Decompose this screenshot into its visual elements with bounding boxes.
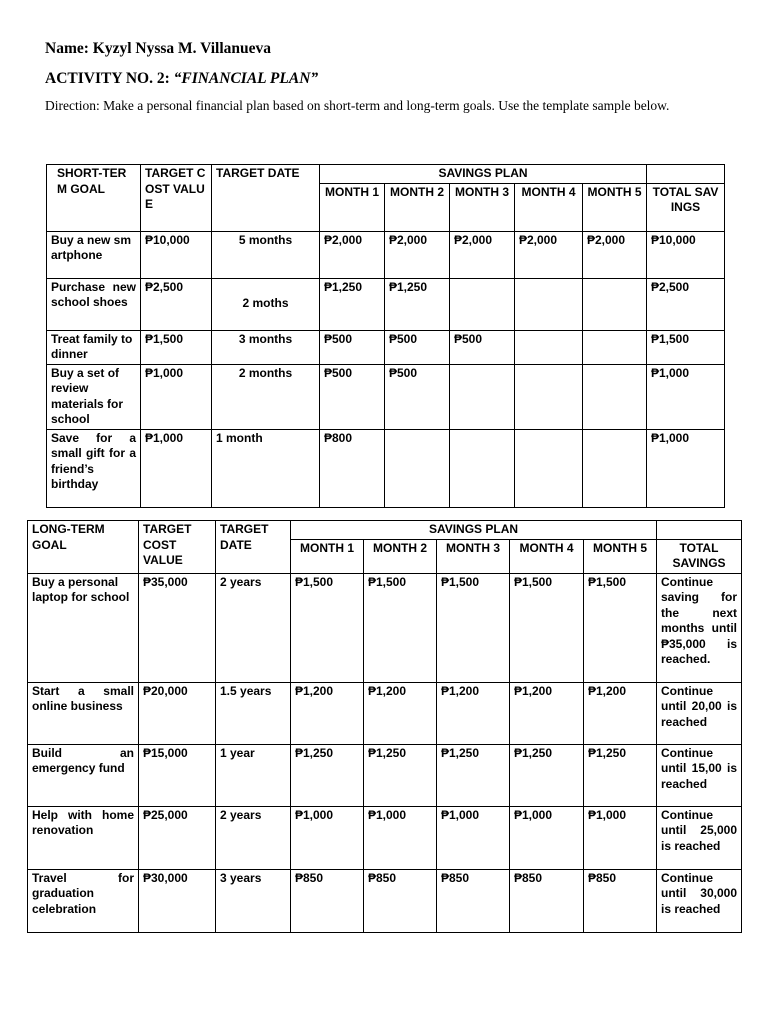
goal-cell: Build an emergency fund [28,744,139,806]
month-cell: ₱1,250 [437,744,510,806]
short-term-month-3-header: MONTH 3 [450,183,515,231]
total-cell: Continue saving for the next months until ₱35,000 is reached. [657,573,742,682]
long-term-cost-header: TARGET COST VALUE [139,521,216,574]
date-cell: 2 months [212,364,320,429]
month-cell: ₱1,500 [584,573,657,682]
month-cell [450,429,515,507]
long-term-blank-header [657,521,742,540]
month-cell: ₱850 [584,869,657,932]
table-row [28,806,742,869]
table-row [47,364,725,429]
month-cell: ₱500 [385,364,450,429]
month-cell: ₱850 [364,869,437,932]
month-cell: ₱1,000 [364,806,437,869]
goal-cell: Start a small online business [28,682,139,744]
month-cell [515,364,583,429]
date-cell: 1.5 years [216,682,291,744]
month-cell: ₱1,500 [291,573,364,682]
table-row [28,573,742,682]
total-cell: ₱1,000 [647,429,725,507]
cost-cell: ₱1,000 [141,429,212,507]
month-cell: ₱1,000 [584,806,657,869]
total-cell: Continue until 25,000 is reached [657,806,742,869]
short-term-month-5-header: MONTH 5 [583,183,647,231]
month-cell: ₱850 [437,869,510,932]
month-cell: ₱1,250 [291,744,364,806]
goal-cell: Buy a set of review materials for school [47,364,141,429]
total-cell: Continue until 30,000 is reached [657,869,742,932]
activity-title [45,70,318,88]
long-term-month-1-header: MONTH 1 [291,539,364,573]
month-cell [450,364,515,429]
month-cell: ₱1,500 [437,573,510,682]
activity-name: “FINANCIAL PLAN” [173,70,319,87]
short-term-date-header: TARGET DATE [212,165,320,232]
student-name: Name: Kyzyl Nyssa M. Villanueva [45,40,272,57]
month-cell: ₱1,250 [584,744,657,806]
month-cell [583,364,647,429]
short-term-month-4-header: MONTH 4 [515,183,583,231]
month-cell: ₱1,200 [437,682,510,744]
goal-cell: Help with home renovation [28,806,139,869]
month-cell: ₱2,000 [583,231,647,278]
total-cell: Continue until 20,00 is reached [657,682,742,744]
cost-cell: ₱15,000 [139,744,216,806]
month-cell: ₱2,000 [385,231,450,278]
long-term-month-3-header: MONTH 3 [437,539,510,573]
date-cell: 2 moths [212,278,320,330]
month-cell: ₱2,000 [320,231,385,278]
goal-cell: Purchase new school shoes [47,278,141,330]
month-cell: ₱1,000 [510,806,584,869]
long-term-goal-header: LONG-TERM GOAL [28,521,139,574]
month-cell: ₱1,200 [364,682,437,744]
month-cell [515,330,583,364]
month-cell: ₱1,200 [510,682,584,744]
table-row [47,231,725,278]
month-cell: ₱850 [291,869,364,932]
month-cell: ₱850 [510,869,584,932]
month-cell: ₱1,250 [510,744,584,806]
month-cell: ₱1,200 [584,682,657,744]
month-cell: ₱1,250 [320,278,385,330]
long-term-plan-table [27,520,742,933]
cost-cell: ₱20,000 [139,682,216,744]
date-cell: 5 months [212,231,320,278]
short-term-total-header: TOTAL SAVINGS [647,183,725,231]
total-cell: ₱1,000 [647,364,725,429]
date-cell: 1 year [216,744,291,806]
month-cell: ₱500 [320,364,385,429]
month-cell [515,429,583,507]
month-cell: ₱500 [385,330,450,364]
month-cell: ₱1,000 [291,806,364,869]
cost-cell: ₱1,000 [141,364,212,429]
month-cell: ₱1,500 [510,573,584,682]
goal-cell: Save for a small gift for a friend’s birthday [47,429,141,507]
total-cell: ₱10,000 [647,231,725,278]
goal-cell: Travel for graduation celebration [28,869,139,932]
long-term-total-header: TOTAL SAVINGS [657,539,742,573]
month-cell [583,330,647,364]
month-cell [515,278,583,330]
long-term-month-2-header: MONTH 2 [364,539,437,573]
long-term-month-4-header: MONTH 4 [510,539,584,573]
month-cell: ₱2,000 [450,231,515,278]
short-term-month-1-header: MONTH 1 [320,183,385,231]
month-cell: ₱800 [320,429,385,507]
goal-cell: Buy a personal laptop for school [28,573,139,682]
long-term-header-row [28,521,742,540]
cost-cell: ₱35,000 [139,573,216,682]
date-cell: 2 years [216,806,291,869]
cost-cell: ₱30,000 [139,869,216,932]
short-term-cost-header: TARGET COST VALUE [141,165,212,232]
month-cell [583,278,647,330]
cost-cell: ₱1,500 [141,330,212,364]
activity-prefix: ACTIVITY NO. 2: [45,70,174,87]
month-cell: ₱500 [450,330,515,364]
goal-cell: Treat family to dinner [47,330,141,364]
month-cell: ₱500 [320,330,385,364]
short-term-blank-header [647,165,725,184]
date-cell: 3 months [212,330,320,364]
month-cell: ₱1,200 [291,682,364,744]
month-cell [583,429,647,507]
short-term-header-row [47,165,725,184]
date-cell: 3 years [216,869,291,932]
month-cell [385,429,450,507]
goal-cell: Buy a new smartphone [47,231,141,278]
long-term-savings-plan-header: SAVINGS PLAN [291,521,657,540]
table-row [28,682,742,744]
month-cell: ₱2,000 [515,231,583,278]
total-cell: Continue until 15,00 is reached [657,744,742,806]
month-cell: ₱1,000 [437,806,510,869]
total-cell: ₱1,500 [647,330,725,364]
cost-cell: ₱2,500 [141,278,212,330]
short-term-month-2-header: MONTH 2 [385,183,450,231]
date-cell: 2 years [216,573,291,682]
month-cell: ₱1,250 [385,278,450,330]
cost-cell: ₱10,000 [141,231,212,278]
table-row [28,744,742,806]
short-term-goal-header: SHORT-TERM GOAL [47,165,141,232]
date-cell: 1 month [212,429,320,507]
total-cell: ₱2,500 [647,278,725,330]
short-term-plan-table [46,164,725,508]
month-cell: ₱1,250 [364,744,437,806]
table-row [28,869,742,932]
month-cell: ₱1,500 [364,573,437,682]
long-term-date-header: TARGET DATE [216,521,291,574]
table-row [47,278,725,330]
cost-cell: ₱25,000 [139,806,216,869]
table-row [47,330,725,364]
direction-text: Direction: Make a personal financial plan based on short-term and long-term goals. Use the template sample below. [45,98,670,113]
long-term-month-5-header: MONTH 5 [584,539,657,573]
short-term-savings-plan-header: SAVINGS PLAN [320,165,647,184]
month-cell [450,278,515,330]
table-row [47,429,725,507]
